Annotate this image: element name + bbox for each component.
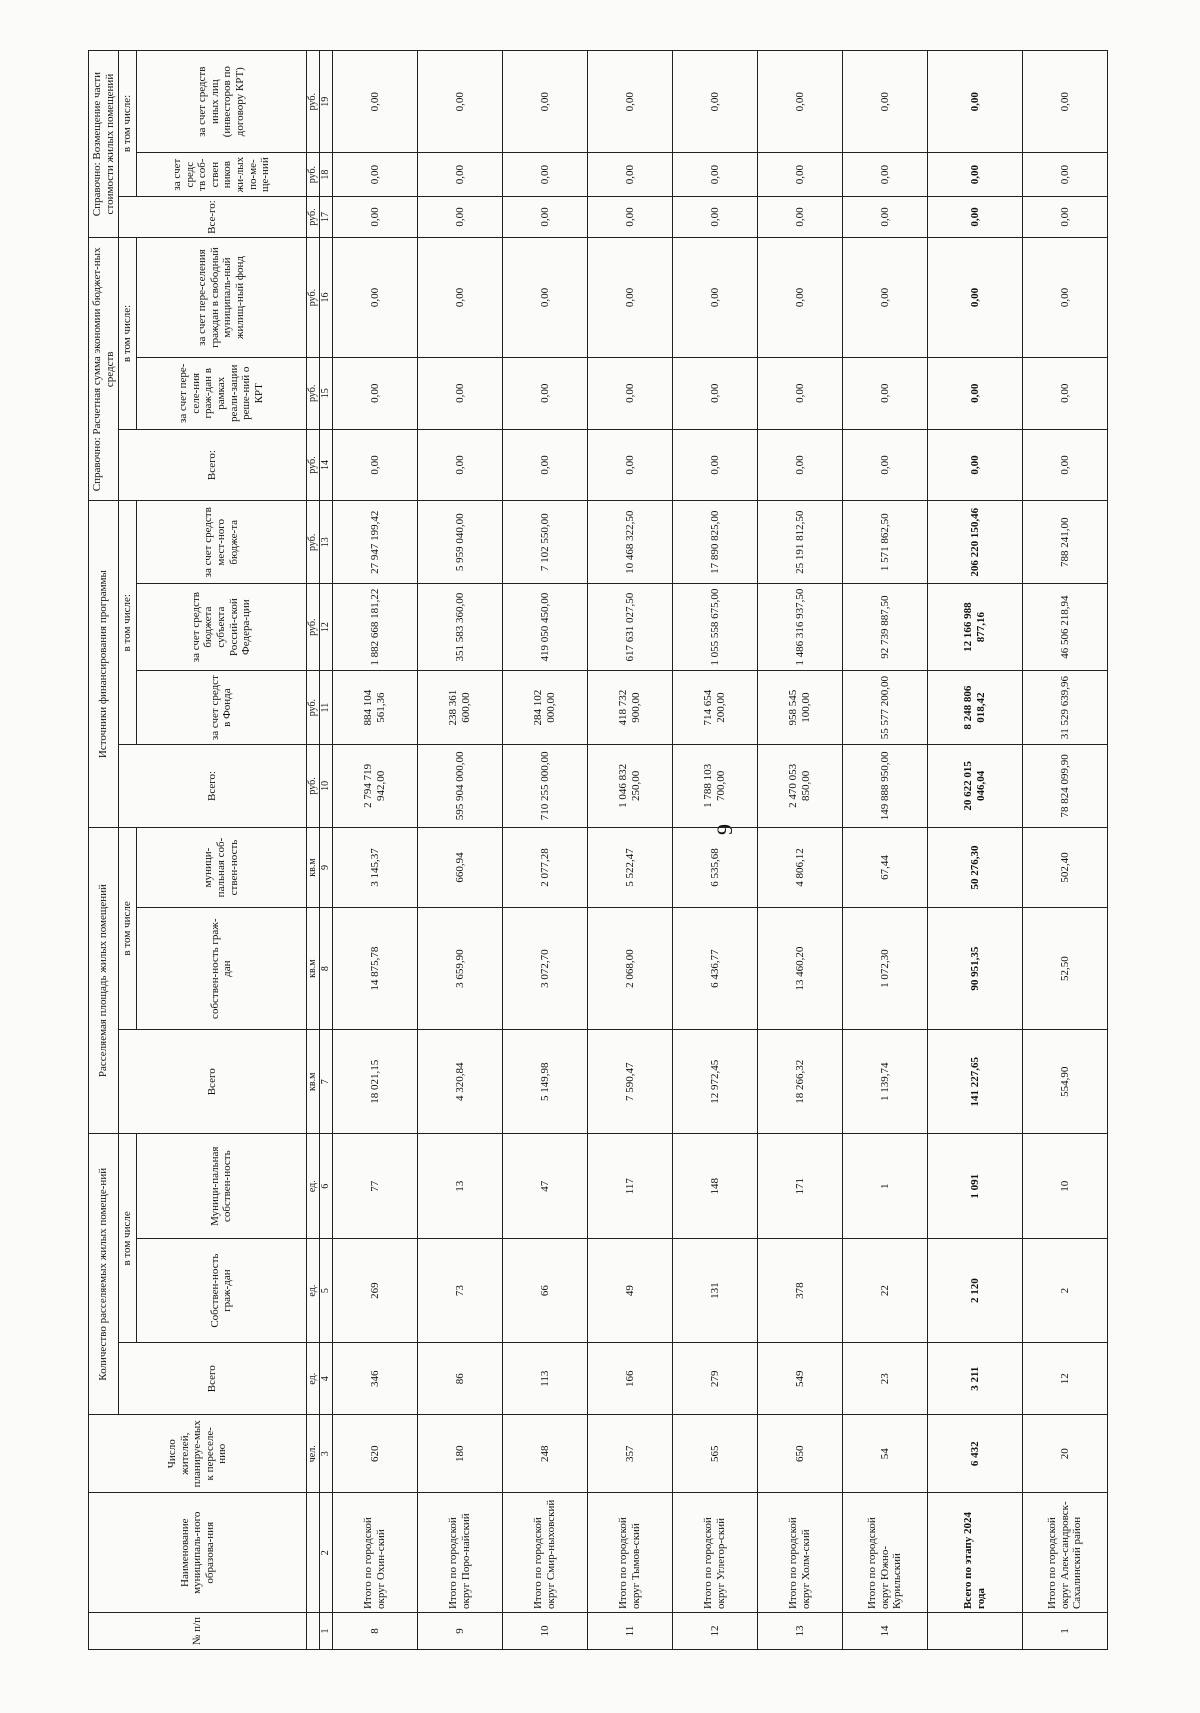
unit-cell: кв.м bbox=[306, 908, 319, 1030]
table-cell: Итого по городской округ Охин-ский bbox=[332, 1493, 417, 1613]
total-cell: 6 432 bbox=[928, 1415, 1023, 1493]
table-row bbox=[843, 51, 928, 1650]
table-cell: 18 266,32 bbox=[758, 1030, 843, 1134]
table-cell: 549 bbox=[758, 1343, 843, 1415]
table-cell: 0,00 bbox=[587, 153, 672, 197]
table-cell: 0,00 bbox=[1022, 429, 1107, 501]
table-cell: 0,00 bbox=[758, 429, 843, 501]
col-number-cell: 18 bbox=[319, 153, 332, 197]
total-cell: 50 276,30 bbox=[928, 827, 1023, 908]
unit-cell: руб. bbox=[306, 153, 319, 197]
table-cell: 7 590,47 bbox=[587, 1030, 672, 1134]
table-cell: 27 947 199,42 bbox=[332, 501, 417, 584]
table-cell: 5 149,98 bbox=[502, 1030, 587, 1134]
header-economy-total: Всего: bbox=[119, 429, 307, 501]
column-numbers-row bbox=[319, 51, 332, 1650]
header-citizens-property-area: собствен-ность граж-дан bbox=[136, 908, 306, 1030]
table-cell: 0,00 bbox=[758, 51, 843, 153]
unit-cell bbox=[306, 1613, 319, 1650]
table-cell: 0,00 bbox=[417, 429, 502, 501]
col-number-cell: 17 bbox=[319, 196, 332, 237]
table-cell: 0,00 bbox=[843, 238, 928, 358]
table-cell: Итого по городской округ Алек-сандровск-Сахалинский район bbox=[1022, 1493, 1107, 1613]
col-number-cell: 9 bbox=[319, 827, 332, 908]
total-cell: 141 227,65 bbox=[928, 1030, 1023, 1134]
table-cell: 13 bbox=[758, 1613, 843, 1650]
table-cell: 0,00 bbox=[417, 196, 502, 237]
header-subject-budget: за счет средств бюджета субъекта Россий-ской Федера-ции bbox=[136, 584, 306, 671]
table-cell: 2 bbox=[1022, 1238, 1107, 1342]
table-cell: 0,00 bbox=[502, 238, 587, 358]
table-cell: 55 577 200,00 bbox=[843, 671, 928, 745]
table-cell: 554,90 bbox=[1022, 1030, 1107, 1134]
table-cell: 0,00 bbox=[587, 429, 672, 501]
unit-cell: кв.м bbox=[306, 827, 319, 908]
total-cell: 0,00 bbox=[928, 196, 1023, 237]
table-row bbox=[587, 51, 672, 1650]
total-cell bbox=[928, 1613, 1023, 1650]
table-cell: 595 904 000,00 bbox=[417, 745, 502, 828]
col-number-cell: 1 bbox=[319, 1613, 332, 1650]
table-cell: 2 077,28 bbox=[502, 827, 587, 908]
table-cell: Итого по городской округ Смир-ныховский bbox=[502, 1493, 587, 1613]
table-body bbox=[332, 51, 1107, 1650]
header-economy-group: Справочно: Расчетная сумма экономии бюджет-ных средств bbox=[89, 238, 119, 501]
table-cell: 0,00 bbox=[587, 196, 672, 237]
table-row bbox=[672, 51, 757, 1650]
header-count-group: Количество расселяемых жилых помеще-ний bbox=[89, 1134, 119, 1415]
table-cell: 18 021,15 bbox=[332, 1030, 417, 1134]
table-cell: 0,00 bbox=[332, 51, 417, 153]
unit-cell: руб. bbox=[306, 196, 319, 237]
header-area-total: Всего bbox=[119, 1030, 307, 1134]
table-cell: 0,00 bbox=[843, 429, 928, 501]
total-cell: 0,00 bbox=[928, 51, 1023, 153]
table-cell: 23 bbox=[843, 1343, 928, 1415]
table-cell: 378 bbox=[758, 1238, 843, 1342]
table-cell: 73 bbox=[417, 1238, 502, 1342]
header-no: № п/п bbox=[89, 1613, 307, 1650]
table-cell: Итого по городской округ Поро-найский bbox=[417, 1493, 502, 1613]
total-cell: 0,00 bbox=[928, 238, 1023, 358]
total-cell: 0,00 bbox=[928, 357, 1023, 429]
unit-cell: руб. bbox=[306, 671, 319, 745]
table-cell: 5 522,47 bbox=[587, 827, 672, 908]
table-cell: 0,00 bbox=[502, 357, 587, 429]
header-comp-investors: за счет средств иных лиц (инвесторов по договору КРТ) bbox=[136, 51, 306, 153]
total-row bbox=[928, 51, 1023, 1650]
table-cell: 113 bbox=[502, 1343, 587, 1415]
table-cell: 86 bbox=[417, 1343, 502, 1415]
table-cell: 660,94 bbox=[417, 827, 502, 908]
header-residents: Число жителей, планируе-мых к переселе-нию bbox=[89, 1415, 307, 1493]
table-cell: 0,00 bbox=[1022, 51, 1107, 153]
table-cell: 2 470 053 850,00 bbox=[758, 745, 843, 828]
unit-cell: руб. bbox=[306, 51, 319, 153]
table-cell: 10 bbox=[1022, 1134, 1107, 1238]
table-cell: 0,00 bbox=[758, 153, 843, 197]
table-cell: Итого по городской округ Холм-ский bbox=[758, 1493, 843, 1613]
table-cell: 0,00 bbox=[672, 51, 757, 153]
table-cell: 0,00 bbox=[502, 429, 587, 501]
total-cell: 0,00 bbox=[928, 153, 1023, 197]
table-cell: 22 bbox=[843, 1238, 928, 1342]
resettlement-table bbox=[88, 50, 1108, 1650]
table-cell: 12 bbox=[1022, 1343, 1107, 1415]
table-cell: Итого по городской округ Тымов-ский bbox=[587, 1493, 672, 1613]
col-number-cell: 7 bbox=[319, 1030, 332, 1134]
table-cell: 0,00 bbox=[502, 51, 587, 153]
unit-cell: кв.м bbox=[306, 1030, 319, 1134]
table-cell: 1 bbox=[1022, 1613, 1107, 1650]
table-cell: 0,00 bbox=[672, 153, 757, 197]
table-cell: 46 506 218,94 bbox=[1022, 584, 1107, 671]
table-cell: 0,00 bbox=[502, 153, 587, 197]
header-compensation-group: Справочно: Возмещение части стоимости жилых помещений bbox=[89, 51, 119, 238]
unit-cell: руб. bbox=[306, 584, 319, 671]
table-cell: 0,00 bbox=[672, 357, 757, 429]
table-cell: 710 255 000,00 bbox=[502, 745, 587, 828]
table-cell: 1 055 558 675,00 bbox=[672, 584, 757, 671]
unit-cell: ед. bbox=[306, 1238, 319, 1342]
table-cell: 0,00 bbox=[332, 153, 417, 197]
table-cell: 0,00 bbox=[1022, 196, 1107, 237]
table-cell: 269 bbox=[332, 1238, 417, 1342]
total-cell: 90 951,35 bbox=[928, 908, 1023, 1030]
table-cell: 166 bbox=[587, 1343, 672, 1415]
header-area-including: в том числе bbox=[119, 827, 137, 1029]
table-cell: 7 102 550,00 bbox=[502, 501, 587, 584]
table-cell: 1 882 668 181,22 bbox=[332, 584, 417, 671]
table-cell: 3 145,37 bbox=[332, 827, 417, 908]
table-cell: 351 583 360,00 bbox=[417, 584, 502, 671]
table-cell: 12 bbox=[672, 1613, 757, 1650]
table-cell: 0,00 bbox=[502, 196, 587, 237]
table-cell: 1 046 832 250,00 bbox=[587, 745, 672, 828]
table-cell: 0,00 bbox=[417, 51, 502, 153]
table-cell: 884 104 561,36 bbox=[332, 671, 417, 745]
table-cell: 419 050 450,00 bbox=[502, 584, 587, 671]
unit-cell: чел. bbox=[306, 1415, 319, 1493]
table-cell: 52,50 bbox=[1022, 908, 1107, 1030]
table-cell: 0,00 bbox=[843, 357, 928, 429]
col-number-cell: 5 bbox=[319, 1238, 332, 1342]
table-cell: 0,00 bbox=[843, 153, 928, 197]
table-cell: 171 bbox=[758, 1134, 843, 1238]
table-cell: 788 241,00 bbox=[1022, 501, 1107, 584]
header-comp-owners: за счет средс тв соб-ствен ников жи-лых по-ме-ще-ний bbox=[136, 153, 306, 197]
table-cell: 12 972,45 bbox=[672, 1030, 757, 1134]
table-cell: 958 545 100,00 bbox=[758, 671, 843, 745]
table-row bbox=[417, 51, 502, 1650]
col-number-cell: 11 bbox=[319, 671, 332, 745]
col-number-cell: 14 bbox=[319, 429, 332, 501]
header-finance-including: в том числе: bbox=[119, 501, 137, 745]
unit-cell: ед. bbox=[306, 1343, 319, 1415]
table-cell: 418 732 900,00 bbox=[587, 671, 672, 745]
table-cell: 284 102 000,00 bbox=[502, 671, 587, 745]
col-number-cell: 8 bbox=[319, 908, 332, 1030]
table-cell: 6 535,68 bbox=[672, 827, 757, 908]
table-cell: 565 bbox=[672, 1415, 757, 1493]
header-eco-krt: за счет пере-селе-ния граж-дан в рамках реали-зации реше-ний о КРТ bbox=[136, 357, 306, 429]
table-cell: 49 bbox=[587, 1238, 672, 1342]
units-row bbox=[306, 51, 319, 1650]
table-cell: 0,00 bbox=[1022, 238, 1107, 358]
header-citizens-property: Собствен-ность граж-дан bbox=[136, 1238, 306, 1342]
table-cell: 0,00 bbox=[672, 196, 757, 237]
table-cell: 3 659,90 bbox=[417, 908, 502, 1030]
table-cell: 357 bbox=[587, 1415, 672, 1493]
table-cell: 1 bbox=[843, 1134, 928, 1238]
table-cell: 1 486 316 937,50 bbox=[758, 584, 843, 671]
table-cell: 0,00 bbox=[758, 238, 843, 358]
table-cell: 0,00 bbox=[843, 51, 928, 153]
table-cell: 0,00 bbox=[843, 196, 928, 237]
table-cell: 54 bbox=[843, 1415, 928, 1493]
table-cell: 0,00 bbox=[332, 238, 417, 358]
table-cell: 6 436,77 bbox=[672, 908, 757, 1030]
table-cell: 25 191 812,50 bbox=[758, 501, 843, 584]
table-cell: 238 361 600,00 bbox=[417, 671, 502, 745]
table-cell: 20 bbox=[1022, 1415, 1107, 1493]
table-cell: 13 460,20 bbox=[758, 908, 843, 1030]
table-cell: 11 bbox=[587, 1613, 672, 1650]
table-cell: 502,40 bbox=[1022, 827, 1107, 908]
table-cell: 0,00 bbox=[672, 429, 757, 501]
table-row bbox=[502, 51, 587, 1650]
table-row bbox=[1022, 51, 1107, 1650]
header-finance-total: Всего: bbox=[119, 745, 307, 828]
table-cell: Итого по городской округ Углегор-ский bbox=[672, 1493, 757, 1613]
table-cell: 2 794 719 942,00 bbox=[332, 745, 417, 828]
table-cell: 148 bbox=[672, 1134, 757, 1238]
table-cell: 67,44 bbox=[843, 827, 928, 908]
header-name: Наименование муниципаль-ного образова-ния bbox=[89, 1493, 307, 1613]
header-economy-including: в том числе: bbox=[119, 238, 137, 429]
col-number-cell: 19 bbox=[319, 51, 332, 153]
table-cell: 13 bbox=[417, 1134, 502, 1238]
col-number-cell: 6 bbox=[319, 1134, 332, 1238]
table-cell: 0,00 bbox=[587, 357, 672, 429]
rotated-table-container bbox=[88, 50, 1108, 1650]
table-row bbox=[758, 51, 843, 1650]
table-cell: 279 bbox=[672, 1343, 757, 1415]
table-cell: 14 bbox=[843, 1613, 928, 1650]
table-cell: 131 bbox=[672, 1238, 757, 1342]
total-cell: 8 248 806 018,42 bbox=[928, 671, 1023, 745]
table-cell: 0,00 bbox=[758, 357, 843, 429]
table-cell: Итого по городской округ Южно-Курильский bbox=[843, 1493, 928, 1613]
unit-cell: руб. bbox=[306, 429, 319, 501]
table-row bbox=[332, 51, 417, 1650]
table-cell: 3 072,70 bbox=[502, 908, 587, 1030]
unit-cell: руб. bbox=[306, 238, 319, 358]
table-cell: 10 468 322,50 bbox=[587, 501, 672, 584]
unit-cell bbox=[306, 1493, 319, 1613]
table-cell: 0,00 bbox=[417, 153, 502, 197]
table-cell: 0,00 bbox=[417, 238, 502, 358]
table-cell: 1 072,30 bbox=[843, 908, 928, 1030]
table-cell: 9 bbox=[417, 1613, 502, 1650]
table-cell: 0,00 bbox=[1022, 153, 1107, 197]
total-cell: 12 166 988 877,16 bbox=[928, 584, 1023, 671]
total-cell: 3 211 bbox=[928, 1343, 1023, 1415]
table-cell: 650 bbox=[758, 1415, 843, 1493]
table-cell: 117 bbox=[587, 1134, 672, 1238]
table-cell: 248 bbox=[502, 1415, 587, 1493]
header-municipal-property: Муници-пальная собствен-ность bbox=[136, 1134, 306, 1238]
page-number: 9 bbox=[712, 824, 737, 835]
total-cell: 20 622 015 046,04 bbox=[928, 745, 1023, 828]
table-cell: 0,00 bbox=[332, 196, 417, 237]
unit-cell: ед. bbox=[306, 1134, 319, 1238]
table-cell: 92 739 887,50 bbox=[843, 584, 928, 671]
table-cell: 1 139,74 bbox=[843, 1030, 928, 1134]
col-number-cell: 4 bbox=[319, 1343, 332, 1415]
header-fund: за счет средст в Фонда bbox=[136, 671, 306, 745]
table-cell: 1 571 862,50 bbox=[843, 501, 928, 584]
table-cell: 180 bbox=[417, 1415, 502, 1493]
table-cell: 346 bbox=[332, 1343, 417, 1415]
total-cell: 0,00 bbox=[928, 429, 1023, 501]
table-cell: 14 875,78 bbox=[332, 908, 417, 1030]
col-number-cell: 15 bbox=[319, 357, 332, 429]
header-count-total: Всего bbox=[119, 1343, 307, 1415]
unit-cell: руб. bbox=[306, 501, 319, 584]
total-cell: 1 091 bbox=[928, 1134, 1023, 1238]
table-cell: 2 068,00 bbox=[587, 908, 672, 1030]
table-cell: 0,00 bbox=[332, 429, 417, 501]
col-number-cell: 3 bbox=[319, 1415, 332, 1493]
total-cell: Всего по этапу 2024 года bbox=[928, 1493, 1023, 1613]
header-eco-free-fund: за счет пере-селения граждан в свободный муниципаль-ный жилищ-ный фонд bbox=[136, 238, 306, 358]
table-cell: 4 320,84 bbox=[417, 1030, 502, 1134]
table-cell: 0,00 bbox=[672, 238, 757, 358]
header-local-budget: за счет средств мест-ного бюдже-та bbox=[136, 501, 306, 584]
header-municipal-property-area: муници-пальная соб-ствен-ность bbox=[136, 827, 306, 908]
total-cell: 2 120 bbox=[928, 1238, 1023, 1342]
table-cell: 714 654 200,00 bbox=[672, 671, 757, 745]
table-cell: 1 788 103 700,00 bbox=[672, 745, 757, 828]
table-cell: 5 959 040,00 bbox=[417, 501, 502, 584]
table-cell: 17 890 825,00 bbox=[672, 501, 757, 584]
col-number-cell: 10 bbox=[319, 745, 332, 828]
table-cell: 0,00 bbox=[758, 196, 843, 237]
col-number-cell: 13 bbox=[319, 501, 332, 584]
table-cell: 47 bbox=[502, 1134, 587, 1238]
table-cell: 149 888 950,00 bbox=[843, 745, 928, 828]
header-comp-including: в том числе: bbox=[119, 51, 137, 197]
header-comp-total: Все-го: bbox=[119, 196, 307, 237]
table-cell: 8 bbox=[332, 1613, 417, 1650]
total-cell: 206 220 150,46 bbox=[928, 501, 1023, 584]
header-count-including: в том числе bbox=[119, 1134, 137, 1343]
col-number-cell: 16 bbox=[319, 238, 332, 358]
table-cell: 620 bbox=[332, 1415, 417, 1493]
header-finance-group: Источники финансирования программы bbox=[89, 501, 119, 827]
col-number-cell: 2 bbox=[319, 1493, 332, 1613]
table-cell: 31 529 639,96 bbox=[1022, 671, 1107, 745]
table-cell: 0,00 bbox=[587, 51, 672, 153]
table-cell: 10 bbox=[502, 1613, 587, 1650]
table-cell: 617 631 027,50 bbox=[587, 584, 672, 671]
unit-cell: руб. bbox=[306, 357, 319, 429]
table-cell: 66 bbox=[502, 1238, 587, 1342]
table-cell: 0,00 bbox=[332, 357, 417, 429]
unit-cell: руб. bbox=[306, 745, 319, 828]
table-cell: 0,00 bbox=[1022, 357, 1107, 429]
header-area-group: Расселяемая площадь жилых помещений bbox=[89, 827, 119, 1134]
table-cell: 0,00 bbox=[417, 357, 502, 429]
table-cell: 78 824 099,90 bbox=[1022, 745, 1107, 828]
col-number-cell: 12 bbox=[319, 584, 332, 671]
table-cell: 77 bbox=[332, 1134, 417, 1238]
table-cell: 0,00 bbox=[587, 238, 672, 358]
table-cell: 4 806,12 bbox=[758, 827, 843, 908]
